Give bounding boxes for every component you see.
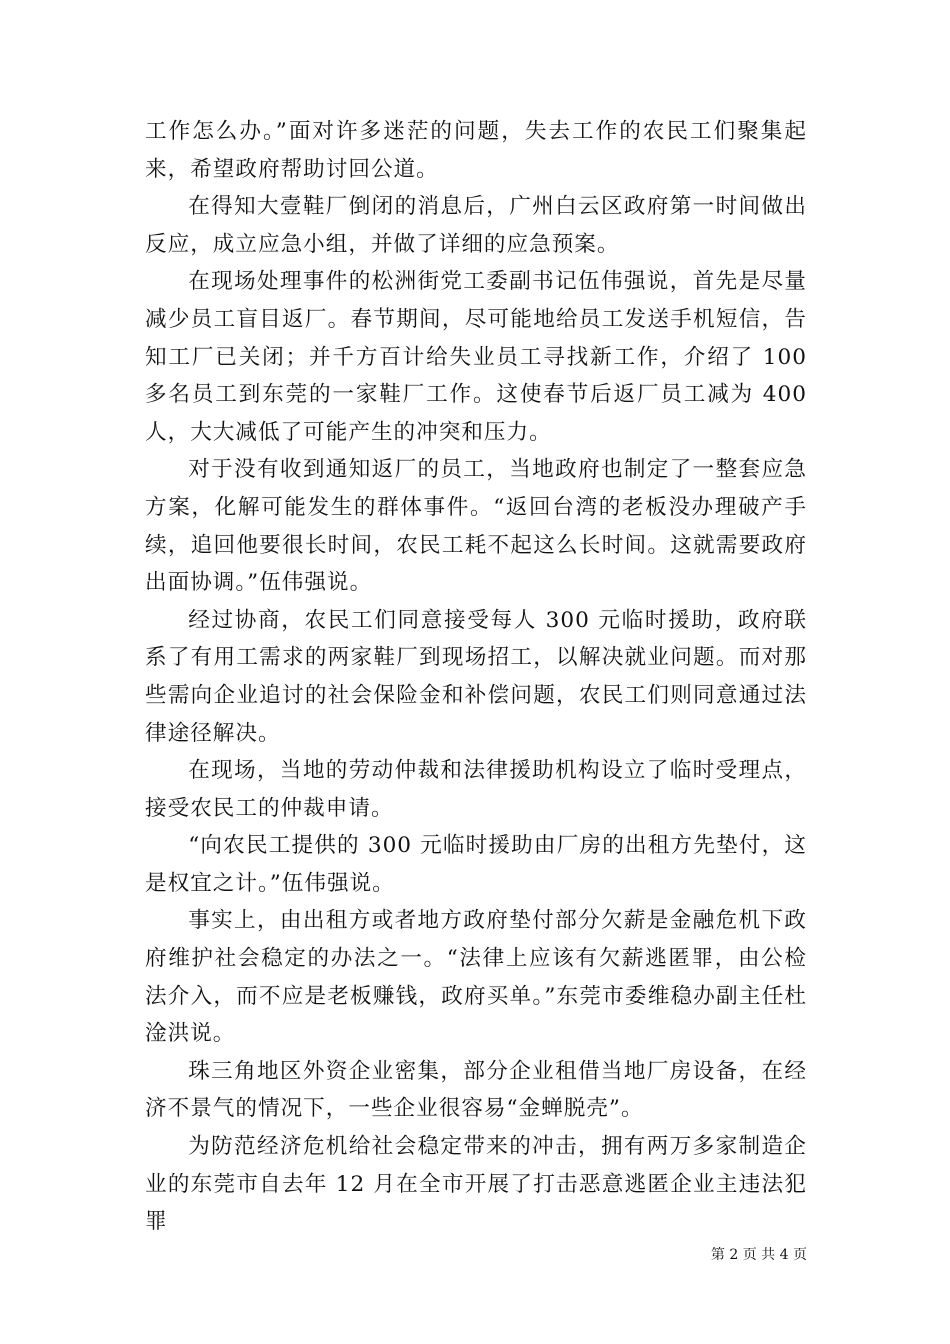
document-body: [145, 113, 807, 1241]
paragraph: 珠三角地区外资企业密集，部分企业租借当地厂房设备，在经济不景气的情况下，一些企业很容易“金蝉脱壳”。: [145, 1058, 807, 1122]
page-number-footer: 第 2 页 共 4 页: [710, 1247, 807, 1263]
paragraph: 为防范经济危机给社会稳定带来的冲击，拥有两万多家制造企业的东莞市自去年 12 月在全市开展了打击恶意逃匿企业主违法犯罪: [145, 1134, 807, 1235]
paragraph: 经过协商，农民工们同意接受每人 300 元临时援助，政府联系了有用工需求的两家鞋厂到现场招工，以解决就业问题。而对那些需向企业追讨的社会保险金和补偿问题，农民工们则同意通过法律途径解决。: [145, 607, 807, 746]
paragraph: 事实上，由出租方或者地方政府垫付部分欠薪是金融危机下政府维护社会稳定的办法之一。“法律上应该有欠薪逃匿罪，由公检法介入，而不应是老板赚钱，政府买单。”东莞市委维稳办副主任杜淦洪说。: [145, 908, 807, 1047]
paragraph: 在现场处理事件的松洲街党工委副书记伍伟强说，首先是尽量减少员工盲目返厂。春节期间，尽可能地给员工发送手机短信，告知工厂已关闭；并千方百计给失业员工寻找新工作，介绍了 100 多名员工到东莞的一家鞋厂工作。这使春节后返厂员工减为 400 人，大大减低了可能产生的冲突和压力。: [145, 269, 807, 445]
paragraph: 在得知大壹鞋厂倒闭的消息后，广州白云区政府第一时间做出反应，成立应急小组，并做了详细的应急预案。: [145, 194, 807, 257]
paragraph-continuation: 工作怎么办。”面对许多迷茫的问题，失去工作的农民工们聚集起来，希望政府帮助讨回公道。: [145, 119, 807, 182]
paragraph: 对于没有收到通知返厂的员工，当地政府也制定了一整套应急方案，化解可能发生的群体事件。“返回台湾的老板没办理破产手续，追回他要很长时间，农民工耗不起这么长时间。这就需要政府出面协调。”伍伟强说。: [145, 457, 807, 596]
paragraph: “向农民工提供的 300 元临时援助由厂房的出租方先垫付，这是权宜之计。”伍伟强说。: [145, 833, 807, 896]
paragraph: 在现场，当地的劳动仲裁和法律援助机构设立了临时受理点，接受农民工的仲裁申请。: [145, 758, 807, 821]
